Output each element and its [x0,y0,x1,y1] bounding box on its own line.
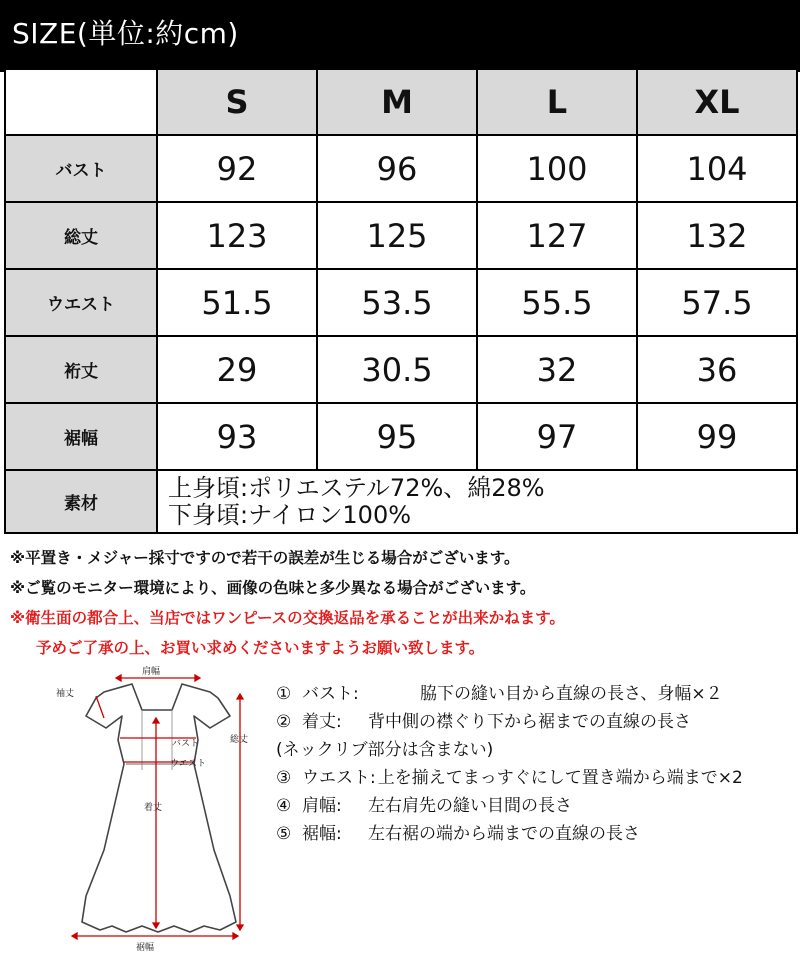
row-label: 総丈 [5,202,157,269]
warning-note: 予めご了承の上、お買い求めくださいますようお願い致します。 [36,639,485,657]
legend-desc: 左右裾の端から端までの直線の長さ [368,824,640,844]
legend-item [276,680,743,708]
legend-number: ⑤ [276,824,292,844]
material-line-upper: 上身頃:ポリエステル72%、綿28% [168,473,545,502]
dress-illustration [44,660,274,966]
table-cell: 95 [317,403,477,470]
legend-term: ウエスト: [302,768,376,788]
table-cell: 36 [637,336,797,403]
material-row [5,470,797,533]
size-table [4,68,798,534]
legend-term: バスト: [302,684,359,704]
table-row [5,403,797,470]
warning-note: ※衛生面の都合上、当店ではワンピースの交換返品を承ることが出来かねます。 [10,609,565,627]
size-col-s: S [157,69,317,135]
table-cell: 132 [637,202,797,269]
shoulder-label: 肩幅 [142,667,161,677]
waist-label: ウエスト [170,759,207,769]
legend-item [276,792,743,820]
table-cell: 29 [157,336,317,403]
legend-item [276,820,743,848]
bust-label: バスト [172,739,200,749]
dress-length-label: 着丈 [144,803,163,813]
table-cell: 125 [317,202,477,269]
table-cell: 123 [157,202,317,269]
row-label: 素材 [5,470,157,533]
row-label: バスト [5,135,157,202]
notes [10,543,790,663]
legend-term: 肩幅: [302,796,342,816]
legend-term: 着丈: [302,712,342,732]
measurement-legend [276,680,743,848]
legend-desc: 左右肩先の縫い目間の長さ [368,796,572,816]
table-row [5,202,797,269]
hem-label: 裾幅 [136,943,155,953]
row-label: ウエスト [5,269,157,336]
table-cell: 127 [477,202,637,269]
legend-number: ④ [276,796,292,816]
size-col-xl: XL [637,69,797,135]
table-cell: 92 [157,135,317,202]
size-col-m: M [317,69,477,135]
table-cell: 30.5 [317,336,477,403]
size-header-row [5,69,797,135]
legend-number: ③ [276,768,292,788]
table-cell: 93 [157,403,317,470]
table-cell: 99 [637,403,797,470]
material-line-lower: 下身頃:ナイロン100% [168,500,412,529]
table-cell: 100 [477,135,637,202]
size-col-l: L [477,69,637,135]
total-length-label: 総丈 [230,735,249,745]
sleeve-label: 袖丈 [56,689,75,699]
table-row [5,269,797,336]
legend-desc: 脇下の縫い目から直線の長さ、身幅×２ [420,684,723,704]
table-cell: 96 [317,135,477,202]
table-cell: 55.5 [477,269,637,336]
table-row [5,135,797,202]
table-cell: 97 [477,403,637,470]
table-cell: 51.5 [157,269,317,336]
dress-diagram [44,660,274,966]
size-title: SIZE(単位:約cm) [12,17,239,50]
material-cell [157,470,797,533]
legend-term: 裾幅: [302,824,342,844]
table-cell: 32 [477,336,637,403]
table-cell: 57.5 [637,269,797,336]
row-label: 裄丈 [5,336,157,403]
header-bar [0,0,800,72]
legend-note: (ネックリブ部分は含まない) [276,740,494,760]
row-label: 裾幅 [5,403,157,470]
legend-number: ② [276,712,292,732]
legend-desc: 上を揃えてまっすぐにして置き端から端まで×2 [377,768,743,788]
legend-desc: 背中側の襟ぐり下から裾までの直線の長さ [368,712,691,732]
legend-number: ① [276,684,292,704]
table-cell: 53.5 [317,269,477,336]
note-line: ※ご覧のモニター環境により、画像の色味と多少異なる場合がございます。 [10,579,536,597]
corner-cell [5,69,157,135]
legend-item [276,708,743,736]
table-cell: 104 [637,135,797,202]
legend-item [276,764,743,792]
note-line: ※平置き・メジャー採寸ですので若干の誤差が生じる場合がございます。 [10,549,520,567]
table-row [5,336,797,403]
